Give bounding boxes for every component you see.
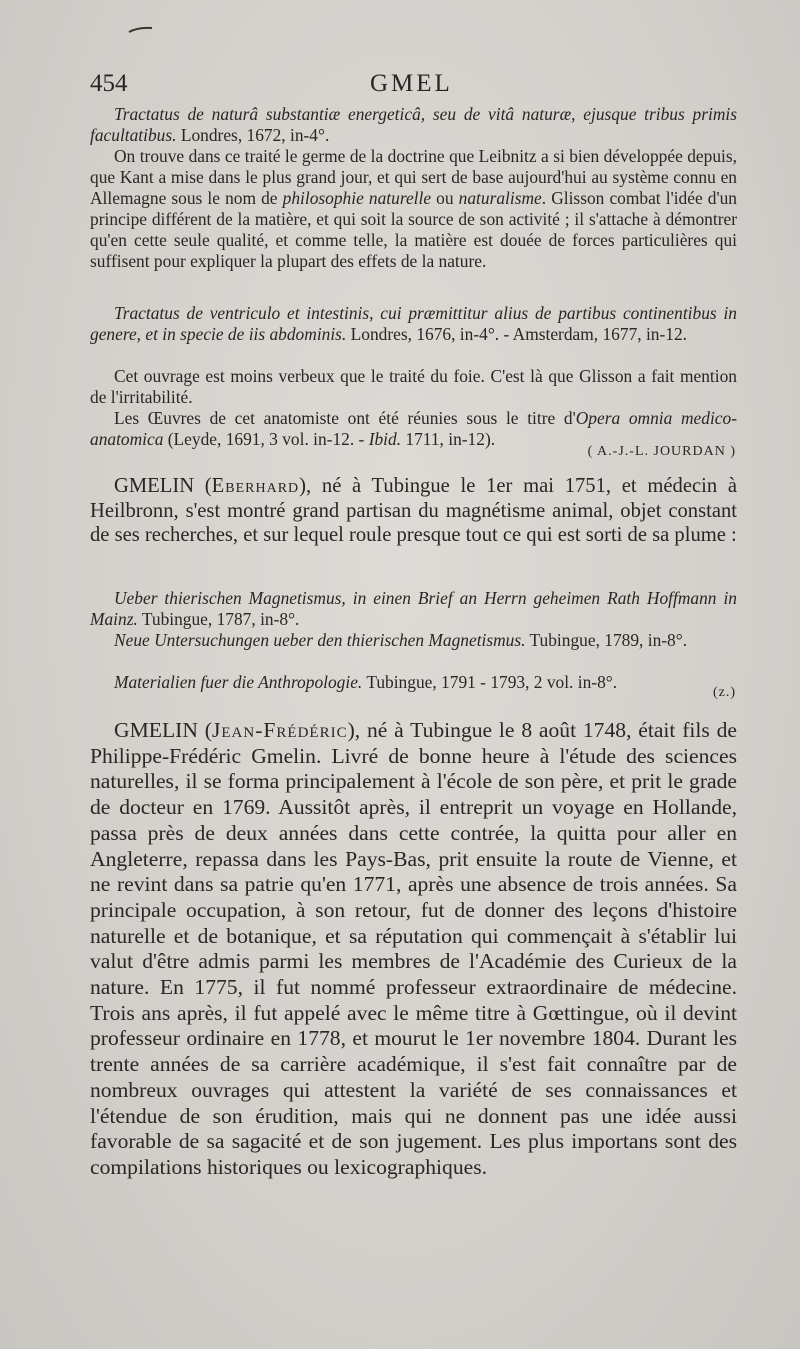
- eberhard-work-3: [90, 672, 737, 693]
- eberhard-work-2-pub: Tubingue, 1789, in-8°.: [525, 630, 688, 650]
- glisson-work-1-title: Tractatus de naturâ substantiæ energeticâ, seu de vitâ naturæ, ejusque tribus primis facultatibus.: [90, 104, 737, 145]
- entry-eberhard-text: ), né à Tubingue le 1er mai 1751, et médecin à Heilbronn, s'est montré grand partisan du magnétisme animal, objet constant de ses recherches, et sur lequel roule presque tout ce qui est sorti de sa plume :: [90, 475, 737, 546]
- eberhard-work-1-title: Ueber thierischen Magnetismus, in einen Brief an Herrn geheimen Rath Hoffmann in Mainz.: [90, 588, 737, 629]
- entry-eberhard-name: GMELIN: [114, 475, 195, 497]
- glisson-p1-italic: philosophie naturelle: [282, 188, 432, 208]
- glisson-p1-end: . Glisson combat l'idée d'un principe différent de la matière, et qui soit la source de son activité ; il s'attache à démontrer qu'en cette seule qualité, et comme telle, la matière est douée de forces particulières qui suffisent pour expliquer la plupart des effets de la nature.: [90, 188, 737, 271]
- entry-jf-text: ), né à Tubingue le 8 août 1748, était fils de Philippe-Frédéric Gmelin. Livré de bonne heure à l'étude des sciences naturelles, il se forma principalement à l'école de son père, et prit le grade de docteur en 1769. Aussitôt après, il entreprit un voyage en Hollande, passa près de deux années dans cette contrée, la quitta pour aller en Angleterre, repassa dans les Pays-Bas, prit ensuite la route de Vienne, et ne revint dans sa patrie qu'en 1771, après une absence de trois années. Sa principale occupation, à son retour, fut de donner des leçons d'histoire naturelle et de botanique, et sa réputation qui commençait à s'établir lui valut d'être admis parmi les membres de l'Académie des Curieux de la nature. En 1775, il fut nommé professeur extraordinaire de médecine. Trois ans après, il fut appelé avec le même titre à Gœttingue, où il devint professeur ordinaire en 1778, et mourut le 1er novembre 1804. Durant les trente années de sa carrière académique, il s'est fait connaître par de nombreux ouvrages qui attestent la variété de ses connaissances et l'étendue de son érudition, mais qui ne donnent pas une idée aussi favorable de sa sagacité et de son jugement. Les plus importans sont des compilations historiques ou lexicographiques.: [90, 718, 738, 1179]
- glisson-p3-start: Les Œuvres de cet anatomiste ont été réunies sous le titre d': [114, 408, 576, 428]
- eberhard-work-2: [90, 630, 737, 651]
- running-title: GMEL: [370, 70, 453, 97]
- entry-jf-name: GMELIN: [114, 718, 198, 742]
- glisson-p3-ibid: Ibid.: [368, 429, 402, 449]
- glisson-work-2-pub: Londres, 1676, in-4°. - Amsterdam, 1677, in-12.: [346, 324, 688, 344]
- eberhard-work-1: [90, 588, 737, 630]
- glisson-work-1: [90, 104, 737, 146]
- eberhard-work-1-pub: Tubingue, 1787, in-8°.: [137, 609, 300, 629]
- entry-eberhard-gmelin: [90, 474, 737, 548]
- glisson-paragraph-1: [90, 146, 737, 272]
- glisson-paragraph-2: [90, 366, 737, 408]
- glisson-signature: ( A.-J.-L. JOURDAN ): [587, 444, 736, 459]
- entry-jf-open: (: [197, 718, 212, 742]
- glisson-p1-italic2: naturalisme: [458, 188, 542, 208]
- glisson-work-2: [90, 303, 737, 345]
- eberhard-work-3-pub: Tubingue, 1791 - 1793, 2 vol. in-8°.: [362, 672, 618, 692]
- glisson-p2-text: Cet ouvrage est moins verbeux que le traité du foie. C'est là que Glisson a fait mention de l'irritabilité.: [90, 366, 737, 407]
- glisson-p3-end: 1711, in-12).: [401, 429, 496, 449]
- eberhard-signature: (z.): [712, 685, 736, 700]
- glisson-p3-mid: (Leyde, 1691, 3 vol. in-12. -: [163, 429, 369, 449]
- entry-eberhard-firstname: Eberhard: [211, 475, 300, 497]
- ink-mark: [128, 26, 154, 34]
- entry-eberhard-open: (: [194, 475, 212, 497]
- entry-jf-firstname: Jean-Frédéric: [211, 718, 348, 742]
- glisson-work-1-pub: Londres, 1672, in-4°.: [176, 125, 330, 145]
- eberhard-work-3-title: Materialien fuer die Anthropologie.: [114, 672, 363, 692]
- glisson-work-2-title: Tractatus de ventriculo et intestinis, cui præmittitur alius de partibus continentibus in genere, et in specie de iis abdominis.: [90, 303, 737, 344]
- page-number: 454: [90, 70, 128, 97]
- page-header: [90, 70, 738, 102]
- glisson-p1-or: ou: [431, 188, 459, 208]
- glisson-p3-italic: Opera omnia medico-anatomica: [90, 408, 737, 449]
- entry-jean-frederic-gmelin: [90, 718, 737, 1181]
- glisson-p1-text: On trouve dans ce traité le germe de la doctrine que Leibnitz a si bien développée depuis, que Kant a mise dans le plus grand jour, et qui sert de base aujourd'hui au système connu en Allemagne sous le nom de: [90, 146, 737, 208]
- eberhard-work-2-title: Neue Untersuchungen ueber den thierischen Magnetismus.: [114, 630, 526, 650]
